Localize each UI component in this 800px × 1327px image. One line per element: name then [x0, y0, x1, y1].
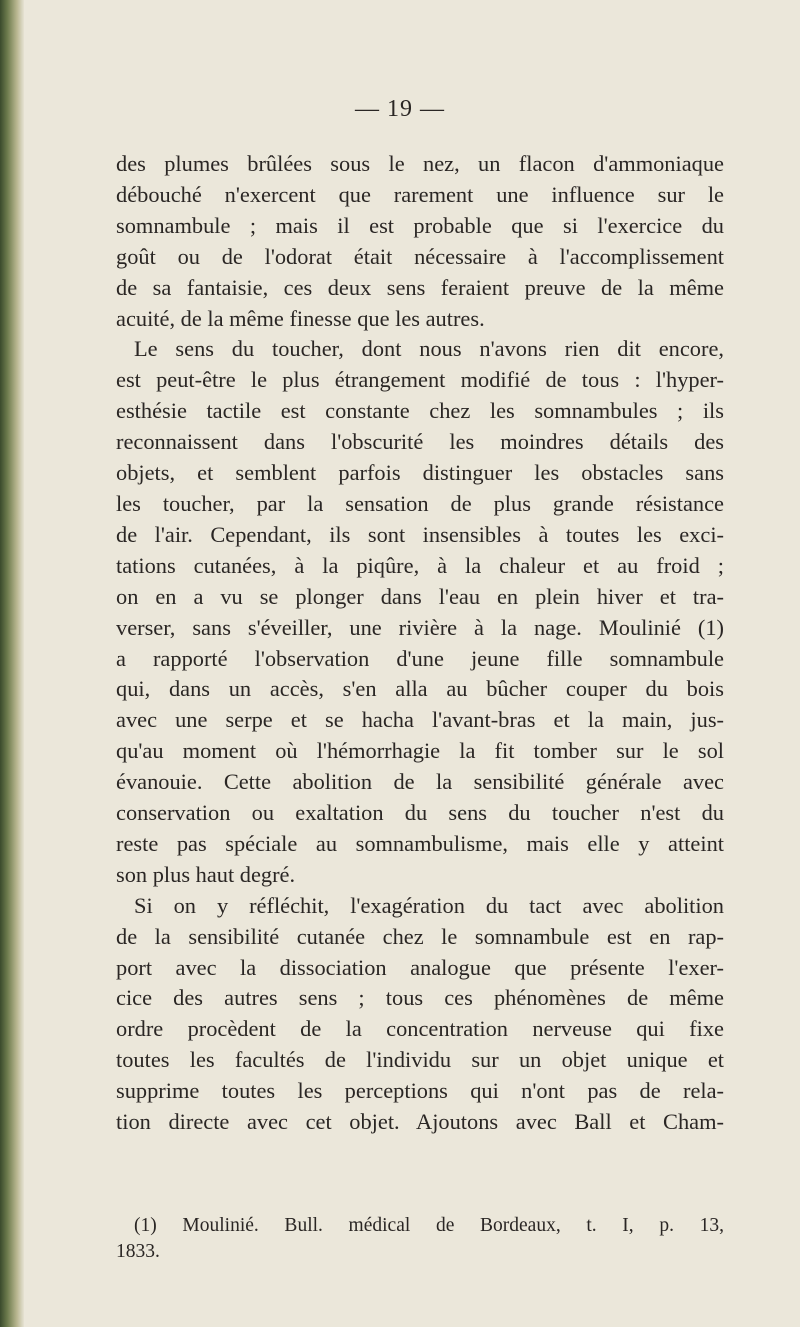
text-line: toutes les facultés de l'individu sur un objet unique et	[116, 1047, 724, 1073]
text-line: des plumes brûlées sous le nez, un flacon d'ammoniaque	[116, 151, 724, 176]
text-line: objets, et semblent parfois distinguer les obstacles sans	[116, 460, 724, 486]
text-line: qu'au moment où l'hémorrhagie la fit tomber sur le sol	[116, 738, 724, 764]
text-line: de la sensibilité cutanée chez le somnambule est en rap-	[116, 923, 724, 949]
text-line: verser, sans s'éveiller, une rivière à la nage. Moulinié (1)	[116, 614, 724, 640]
text-line: on en a vu se plonger dans l'eau en plein hiver et tra-	[116, 583, 724, 609]
text-line: cice des autres sens ; tous ces phénomènes de même	[116, 985, 724, 1011]
text-line: reste pas spéciale au somnambulisme, mais elle y atteint	[116, 830, 724, 856]
text-line: a rapporté l'observation d'une jeune fille somnambule	[116, 645, 724, 671]
text-line: tations cutanées, à la piqûre, à la chaleur et au froid ;	[116, 552, 724, 578]
text-line: de sa fantaisie, ces deux sens feraient preuve de la même	[116, 274, 724, 300]
text-line: goût ou de l'odorat était nécessaire à l'accomplissement	[116, 243, 724, 269]
text-line: Si on y réfléchit, l'exagération du tact avec abolition	[134, 892, 724, 918]
text-line: est peut-être le plus étrangement modifié de tous : l'hyper-	[116, 367, 724, 393]
text-line: tion directe avec cet objet. Ajoutons avec Ball et Cham-	[116, 1109, 724, 1135]
text-line: ordre procèdent de la concentration nerveuse qui fixe	[116, 1016, 724, 1042]
text-line: Le sens du toucher, dont nous n'avons rien dit encore,	[134, 336, 724, 362]
text-line: esthésie tactile est constante chez les somnambules ; ils	[116, 398, 724, 424]
text-line: conservation ou exaltation du sens du toucher n'est du	[116, 800, 724, 826]
footnote-line: 1833.	[116, 1241, 160, 1262]
footnote	[116, 1213, 724, 1265]
binding-edge	[0, 0, 24, 1327]
text-line: les toucher, par la sensation de plus grande résistance	[116, 490, 724, 516]
text-line: de l'air. Cependant, ils sont insensibles à toutes les exci-	[116, 521, 724, 547]
text-line: qui, dans un accès, s'en alla au bûcher couper du bois	[116, 676, 724, 702]
text-line: supprime toutes les perceptions qui n'ont pas de rela-	[116, 1078, 724, 1104]
text-line: port avec la dissociation analogue que présente l'exer-	[116, 954, 724, 980]
footnote-line: (1) Moulinié. Bull. médical de Bordeaux, t. I, p. 13,	[134, 1215, 724, 1236]
text-line: avec une serpe et se hacha l'avant-bras et la main, jus-	[116, 707, 724, 733]
text-line: son plus haut degré.	[116, 861, 296, 887]
body-text	[116, 149, 724, 1138]
text-line: somnambule ; mais il est probable que si l'exercice du	[116, 212, 724, 238]
page-number: — 19 —	[355, 96, 445, 122]
text-line: reconnaissent dans l'obscurité les moindres détails des	[116, 429, 724, 455]
text-line: acuité, de la même finesse que les autres.	[116, 305, 485, 331]
text-line: débouché n'exercent que rarement une influence sur le	[116, 181, 724, 207]
text-line: évanouie. Cette abolition de la sensibilité générale avec	[116, 769, 724, 795]
